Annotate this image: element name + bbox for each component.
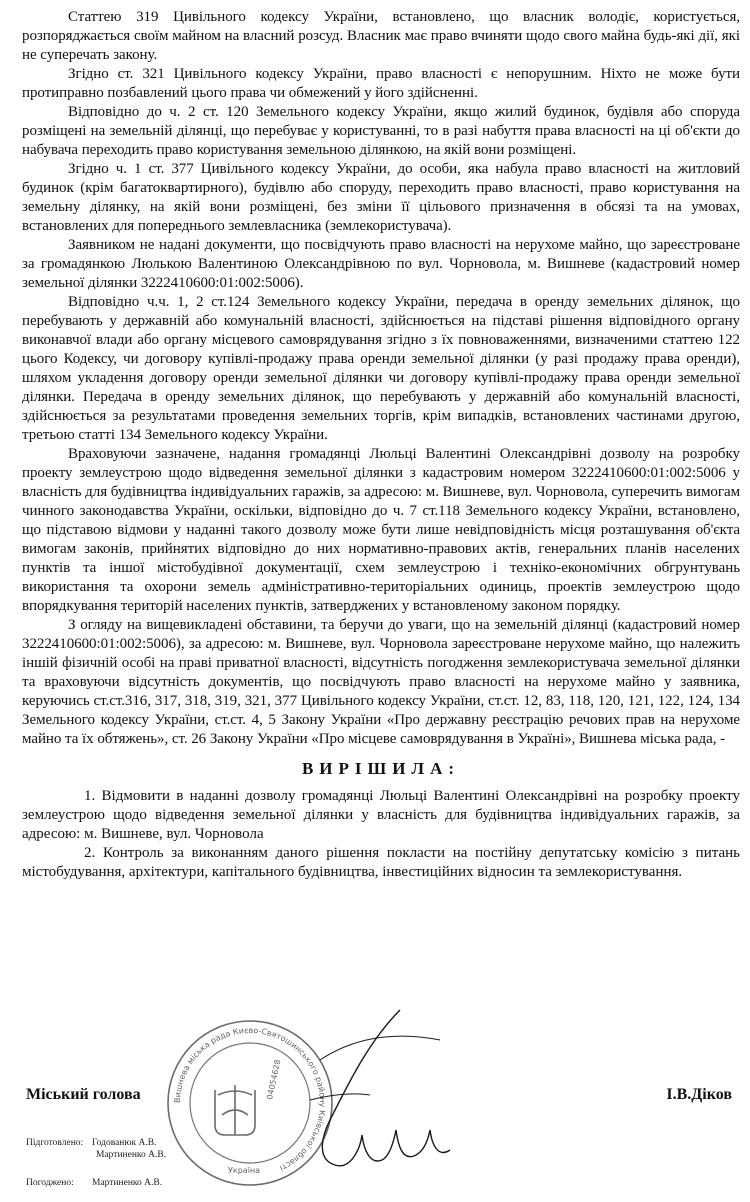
resolution-item: 1. Відмовити в наданні дозволу громадянці Люльці Валентині Олександрівні на розробку проекту землеустрою щодо відведення земельної ділянки у власність для будівництва індивідуальних гаражів, за адресою: м. Вишневе, вул. Чорновола bbox=[22, 788, 740, 842]
stamp-country: Україна bbox=[228, 1166, 261, 1175]
agreed-person: Мартиненко А.В. bbox=[92, 1178, 163, 1188]
decision-heading: ВИРІШИЛА: bbox=[301, 759, 461, 778]
prepared-label: Підготовлено: bbox=[26, 1138, 84, 1148]
paragraph: Згідно ст. 321 Цивільного кодексу України, право власності є непорушним. Ніхто не може бути протиправно позбавлений цього права чи обмежений у його здійсненні. bbox=[22, 66, 740, 101]
paragraph: Згідно ч. 1 ст. 377 Цивільного кодексу України, до особи, яка набула право власності на житловий будинок (крім багатоквартирного), будівлю або споруду, переходить право власності, право користування на земельну ділянку, на якій вони розміщені, без зміни її цільового призначення в обсязі та на умовах, встановлених для попереднього землевласника (землекористувача). bbox=[22, 161, 740, 234]
stamp-code: 04054628 bbox=[265, 1058, 283, 1101]
paragraph: З огляду на вищевикладені обставини, та беручи до уваги, що на земельній ділянці (кадастровий номер 3222410600:01:002:5006), за адресою: м. Вишневе, вул. Чорновола зареєстроване нерухоме майно, що належить іншій фізичній особі на праві приватної власності, відсутність погодження землекористувача земельної ділянки та враховуючи відсутність документів, що посвідчують право власності на нерухоме майно у заявника, керуючись ст.ст.316, 317, 318, 319, 321, 377 Цивільного кодексу України, ст.ст. 12, 83, 118, 120, 121, 122, 124, 134 Земельного кодексу України, ст.ст. 4, 5 Закону України «Про державну реєстрацію речових прав на нерухоме майно та їх обтяжень», ст. 26 Закону України «Про місцеве самоврядування в Україні», Вишнева міська рада, - bbox=[22, 617, 740, 747]
paragraph: Враховуючи зазначене, надання громадянці Люльці Валентині Олександрівні дозволу на розробку проекту землеустрою щодо відведення земельної ділянки з кадастровим номером 3222410600:01:002:5006 у власність для будівництва індивідуальних гаражів, за адресою: м. Вишневе, вул. Чорновола, суперечить вимогам чинного законодавства України, оскільки, відповідно до ч. 7 ст.118 Земельного кодексу України, встановлено, що підставою відмови у наданні такого дозволу може бути лише невідповідність місця розташування об'єкта вимогам законів, прийнятих відповідно до них нормативно-правових актів, генеральних планів населених пунктів та іншої містобудівної документації, схем землеустрою і техніко-економічних обгрунтувань використання та охорони земель адміністративно-територіальних одиниць, проектів землеустрою щодо впорядкування територій населених пунктів, затверджених у встановленому законом порядку. bbox=[22, 446, 741, 614]
paragraph: Відповідно до ч. 2 ст. 120 Земельного кодексу України, якщо жилий будинок, будівля або споруда розміщені на земельній ділянці, що перебуває у користуванні, то в разі набуття права власності на ці об'єкти до набувача переходить право користування земельною ділянкою, на якій вони розміщені. bbox=[22, 104, 740, 158]
paragraph: Статтею 319 Цивільного кодексу України, встановлено, що власник володіє, користується, розпоряджається своїм майном на власний розсуд. Власник має право вчиняти щодо свого майна будь-які дії, які не суперечать закону. bbox=[22, 9, 740, 63]
trident-icon bbox=[215, 1085, 255, 1135]
signatory-name: І.В.Діков bbox=[666, 1086, 732, 1103]
prepared-person: Мартиненко А.В. bbox=[96, 1150, 167, 1160]
paragraph: Відповідно ч.ч. 1, 2 ст.124 Земельного кодексу України, передача в оренду земельних ділянок, що перебувають у державній або комунальній власності, здійснюється на підставі рішення відповідного органу виконавчої влади або органу місцевого самоврядування згідно з їх повноваженнями, визначеними статтею 122 цього Кодексу, чи договору купівлі-продажу права оренди земельної ділянки (у разі продажу права оренди), шляхом укладення договору оренди земельної ділянки чи договору купівлі-продажу права оренди земельної ділянки. Передача в оренду земельних ділянок, що перебувають у державній або комунальній власності, здійснюється за результатами проведення земельних торгів, крім випадків, встановлених частинами другою, третьою статті 134 Земельного кодексу України. bbox=[22, 294, 740, 443]
signatory-position: Міський голова bbox=[26, 1086, 141, 1103]
prepared-person: Годованюк А.В. bbox=[92, 1138, 157, 1148]
resolution-item: 2. Контроль за виконанням даного рішення покласти на постійну депутатську комісію з питань містобудування, архітектури, капітального будівництва, інвестиційних відносин та землекористування. bbox=[22, 845, 740, 880]
document-body bbox=[22, 8, 740, 882]
stamp-outer-text: Вишнева міська рада Києво-Святошинського району Київської області bbox=[172, 1025, 328, 1173]
agreed-label: Погоджено: bbox=[26, 1178, 74, 1188]
approval-footer bbox=[26, 1137, 326, 1189]
paragraph: Заявником не надані документи, що посвідчують право власності на нерухоме майно, що зареєстроване за громадянкою Люлькою Валентиною Олександрівною по вул. Чорновола, м. Вишневе (кадастровий номер земельної ділянки 3222410600:01:002:5006). bbox=[22, 237, 740, 291]
